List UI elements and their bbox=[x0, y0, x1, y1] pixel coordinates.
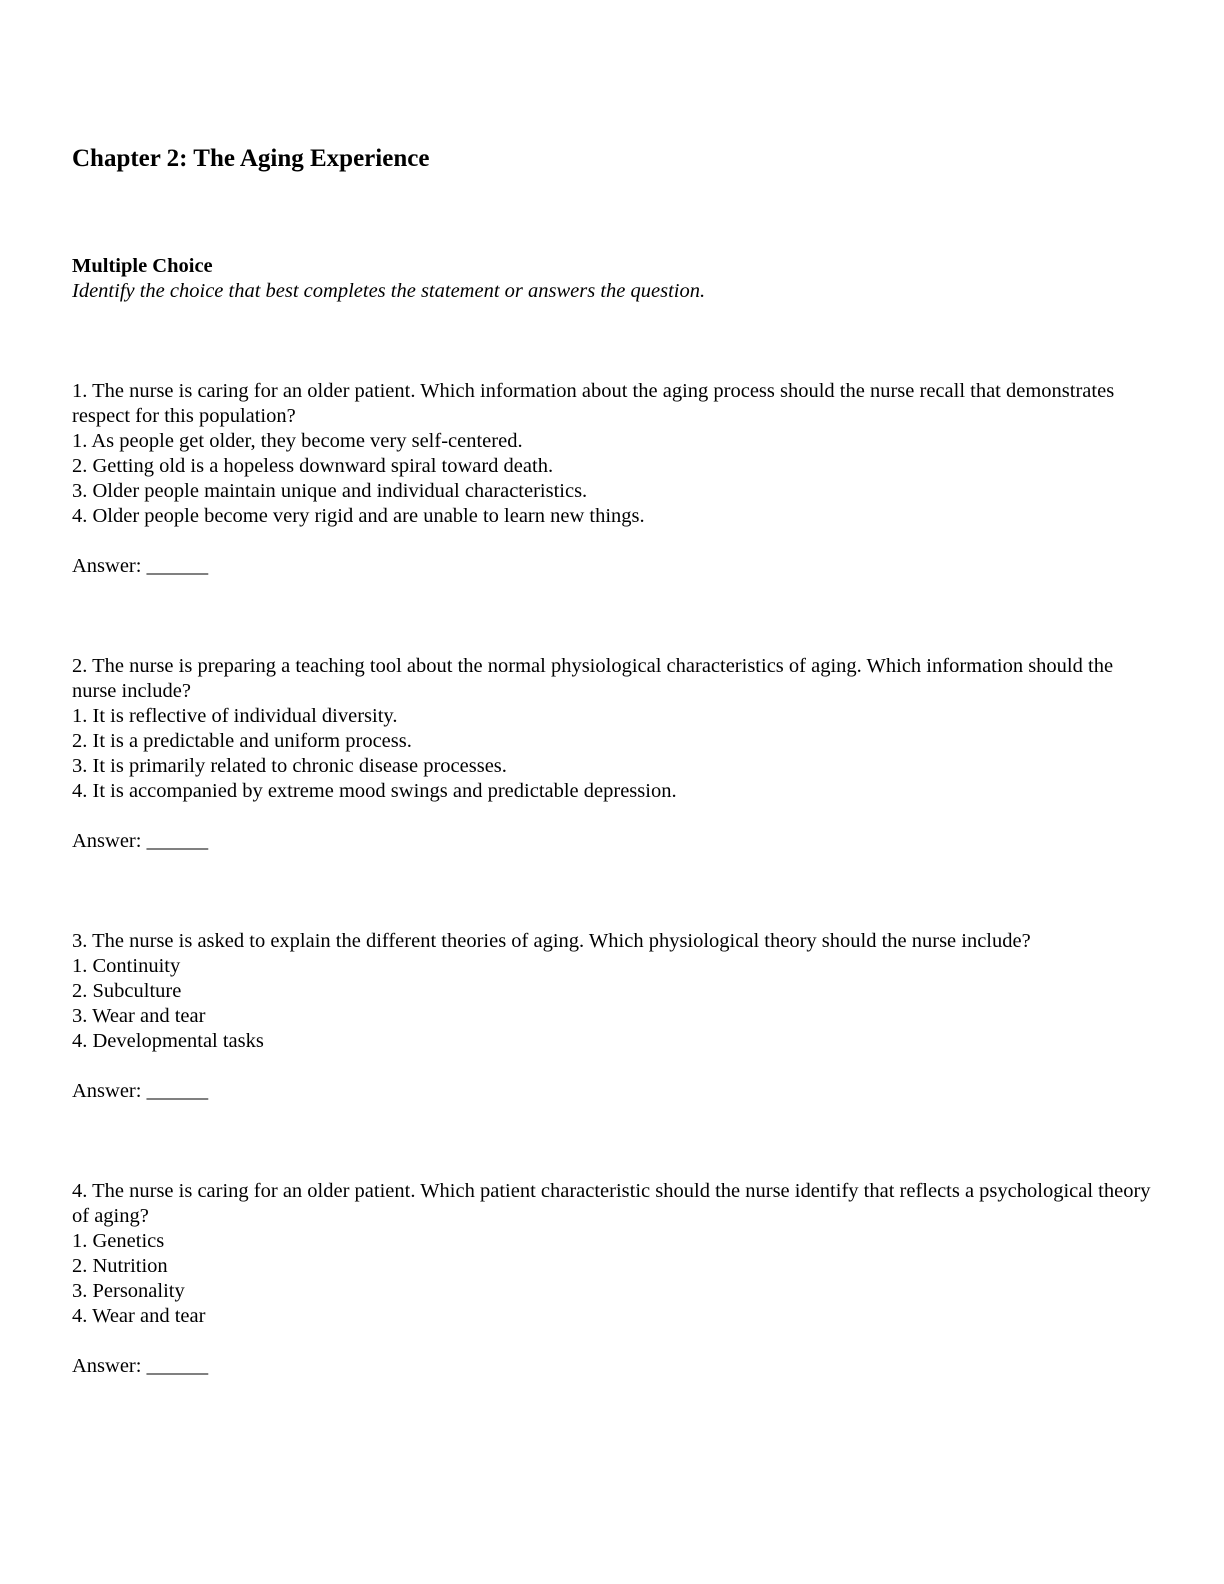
answer-option: 4. Developmental tasks bbox=[72, 1030, 264, 1052]
question-stem: 1. The nurse is caring for an older patient. Which information about the aging process should the nurse recall that demonstrates respect for this population? bbox=[72, 380, 1115, 427]
answer-options bbox=[72, 954, 1162, 1054]
section-instructions: Identify the choice that best completes the statement or answers the question. bbox=[72, 280, 706, 302]
answer-option: 4. Older people become very rigid and are unable to learn new things. bbox=[72, 505, 645, 527]
answer-option: 3. It is primarily related to chronic disease processes. bbox=[72, 755, 507, 777]
answer-options bbox=[72, 429, 1162, 529]
answer-options bbox=[72, 704, 1162, 804]
answer-blank: Answer: ______ bbox=[72, 1355, 209, 1377]
answer-option: 2. Getting old is a hopeless downward spiral toward death. bbox=[72, 455, 554, 477]
question-2 bbox=[72, 654, 1162, 854]
answer-option: 2. It is a predictable and uniform process. bbox=[72, 730, 412, 752]
question-1 bbox=[72, 379, 1162, 579]
answer-option: 1. Continuity bbox=[72, 955, 181, 977]
chapter-title: Chapter 2: The Aging Experience bbox=[72, 145, 430, 172]
answer-option: 1. As people get older, they become very self-centered. bbox=[72, 430, 523, 452]
question-4 bbox=[72, 1179, 1162, 1379]
answer-options bbox=[72, 1229, 1162, 1329]
question-3 bbox=[72, 929, 1162, 1104]
answer-option: 3. Personality bbox=[72, 1280, 185, 1302]
answer-blank: Answer: ______ bbox=[72, 555, 209, 577]
answer-option: 1. Genetics bbox=[72, 1230, 165, 1252]
answer-option: 4. Wear and tear bbox=[72, 1305, 206, 1327]
answer-option: 3. Wear and tear bbox=[72, 1005, 206, 1027]
answer-blank: Answer: ______ bbox=[72, 830, 209, 852]
section-heading: Multiple Choice bbox=[72, 255, 213, 277]
answer-option: 1. It is reflective of individual diversity. bbox=[72, 705, 398, 727]
question-stem: 3. The nurse is asked to explain the different theories of aging. Which physiological theory should the nurse include? bbox=[72, 930, 1031, 952]
answer-option: 3. Older people maintain unique and individual characteristics. bbox=[72, 480, 588, 502]
question-stem: 4. The nurse is caring for an older patient. Which patient characteristic should the nurse identify that reflects a psychological theory of aging? bbox=[72, 1180, 1151, 1227]
question-stem: 2. The nurse is preparing a teaching tool about the normal physiological characteristics of aging. Which information should the nurse include? bbox=[72, 655, 1114, 702]
answer-option: 2. Subculture bbox=[72, 980, 182, 1002]
answer-option: 4. It is accompanied by extreme mood swings and predictable depression. bbox=[72, 780, 677, 802]
answer-option: 2. Nutrition bbox=[72, 1255, 168, 1277]
answer-blank: Answer: ______ bbox=[72, 1080, 209, 1102]
